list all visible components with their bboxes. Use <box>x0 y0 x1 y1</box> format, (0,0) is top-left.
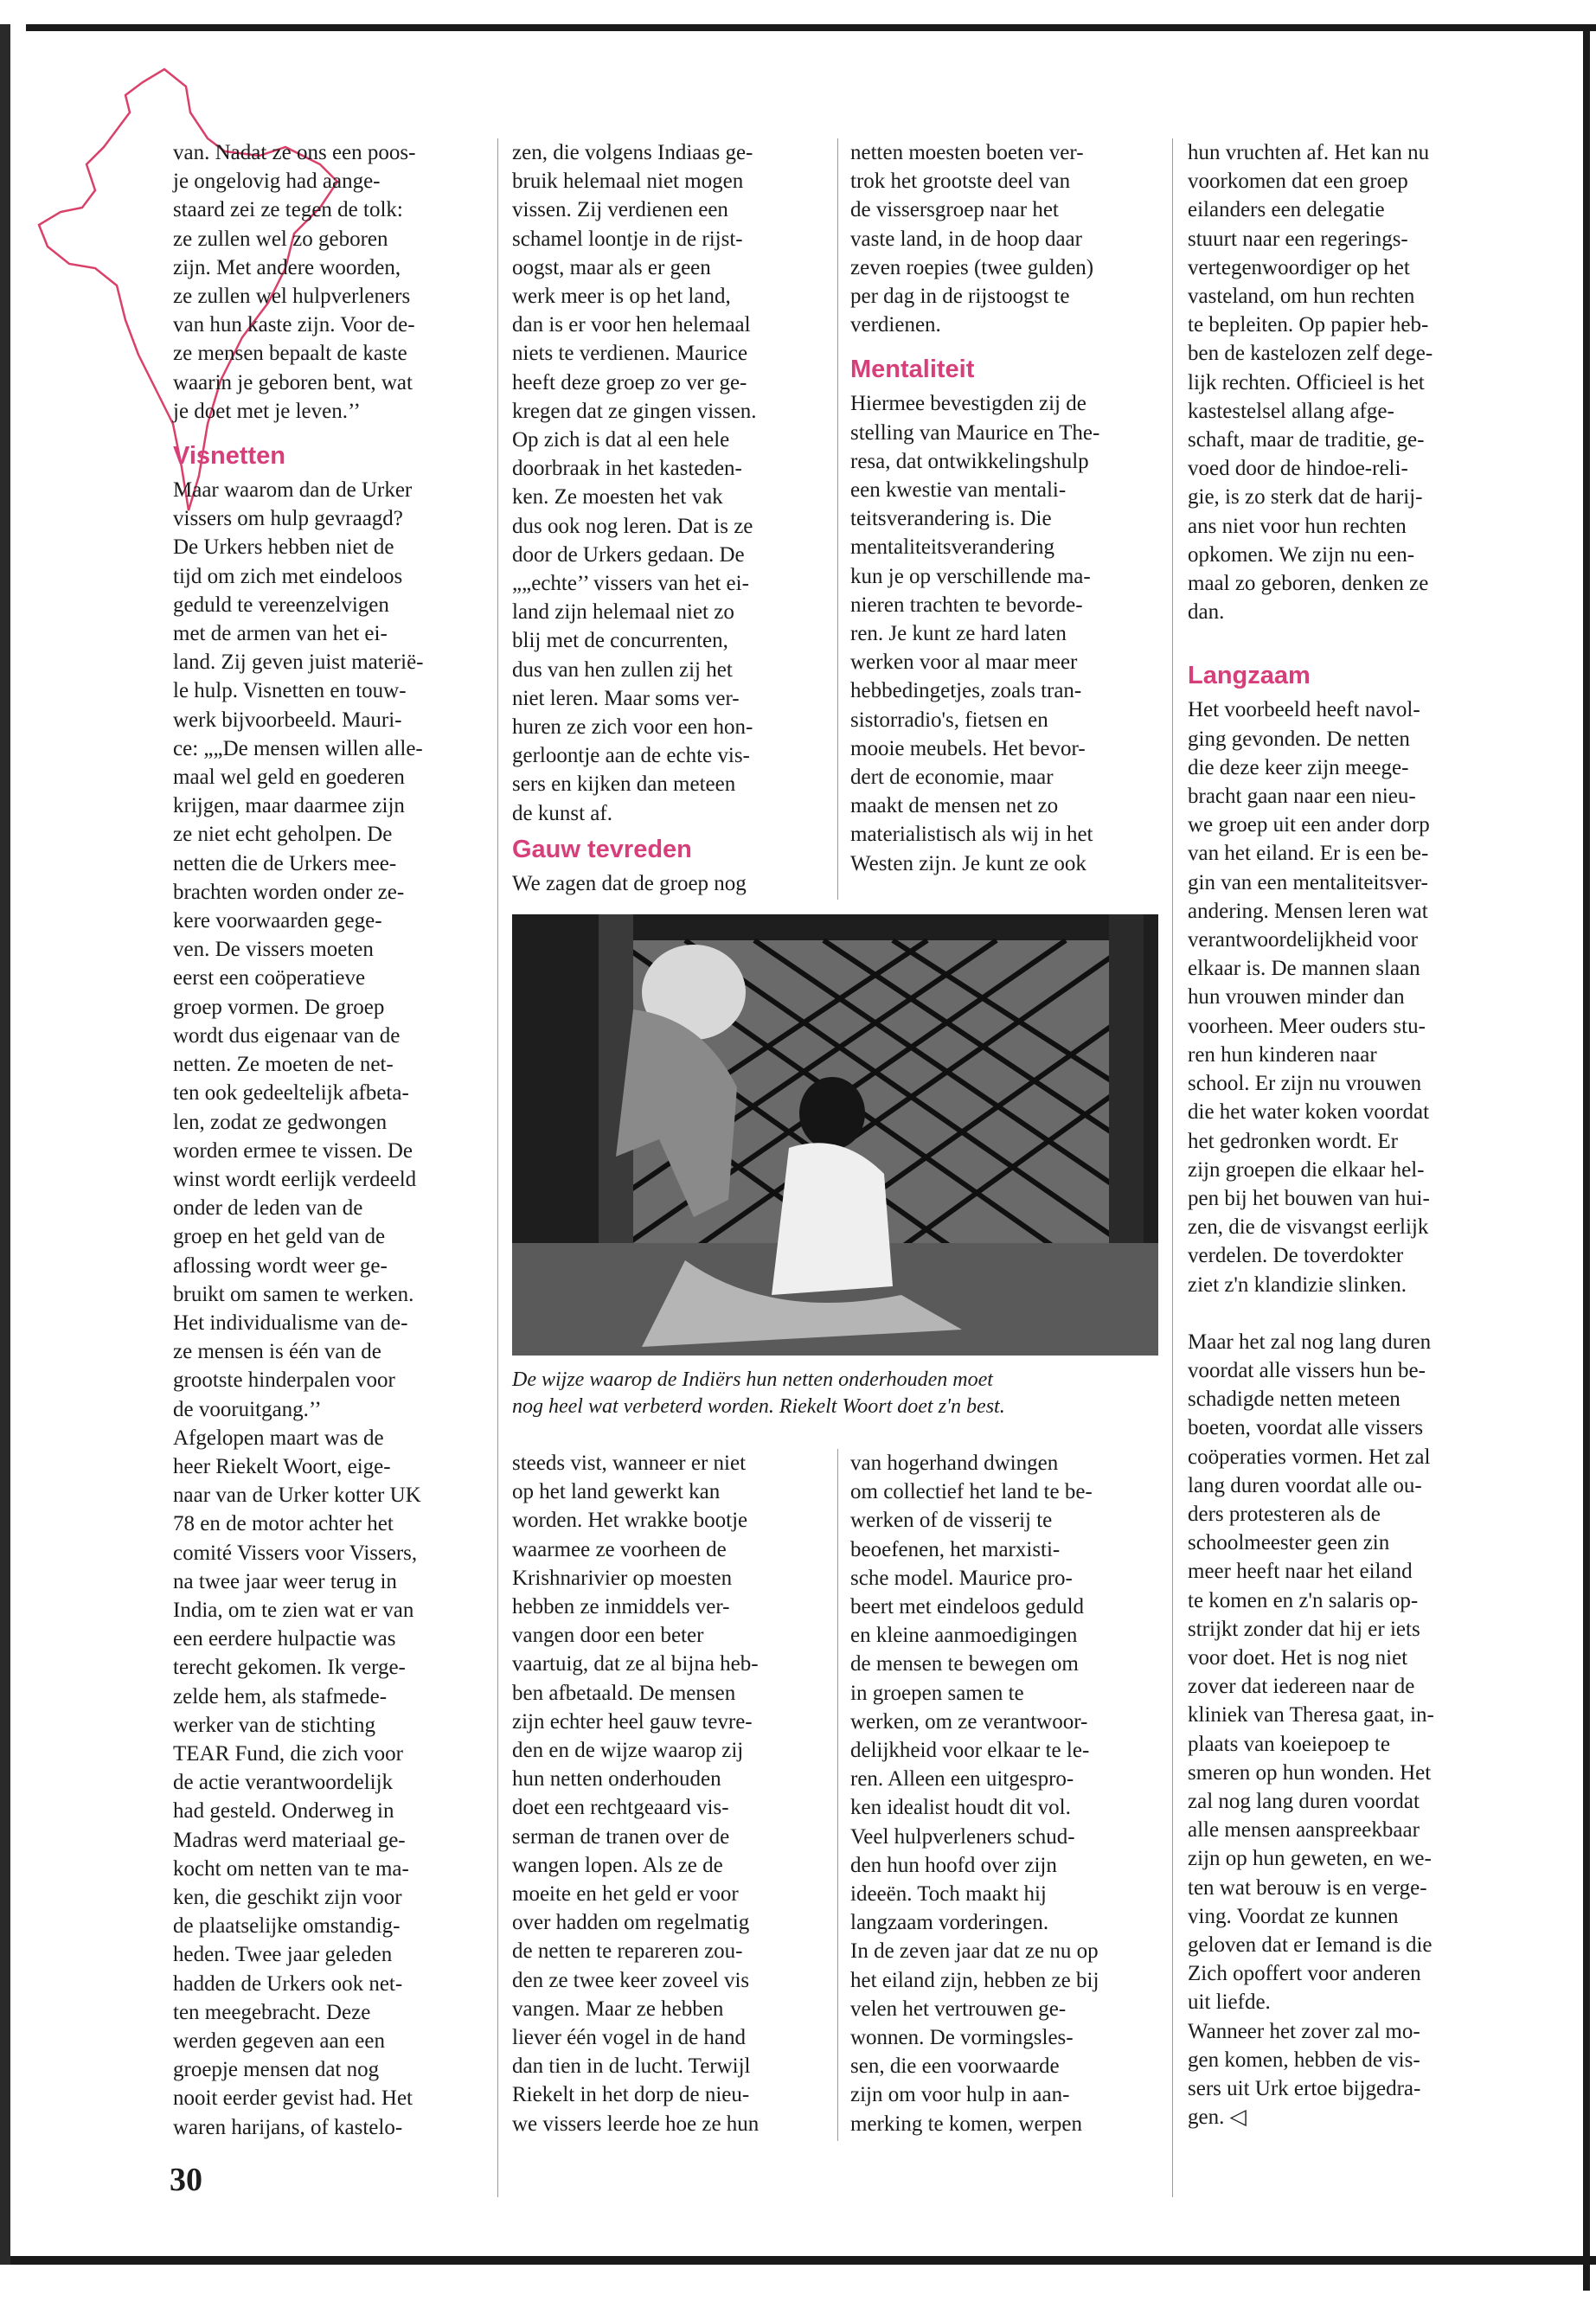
text-line: heer Riekelt Woort, eige- <box>173 1454 391 1478</box>
column-2-bottom <box>512 1449 824 2138</box>
heading-mentaliteit: Mentaliteit <box>850 356 975 384</box>
column-3-top <box>850 138 1158 878</box>
text-line: meer heeft naar het eiland <box>1188 1560 1413 1584</box>
text-line: waarin je geboren bent, wat <box>173 370 413 394</box>
text-line: len, zodat ze gedwongen <box>173 1110 388 1134</box>
text-line: land. Zij geven juist materië- <box>173 651 424 675</box>
text-line: verantwoordelijkheid voor <box>1188 928 1418 952</box>
text-line: teitsverandering is. Die <box>850 507 1052 531</box>
text-line: verdienen. <box>850 313 941 337</box>
text-line: andering. Mensen leren wat <box>1188 899 1428 923</box>
page-border-top <box>26 24 1596 31</box>
text-line: voorheen. Meer ouders stu- <box>1188 1014 1426 1038</box>
text-line: hun vrouwen minder dan <box>1188 985 1405 1009</box>
text-line: elkaar is. De mannen slaan <box>1188 957 1420 981</box>
text-line: onder de leden van de <box>173 1196 363 1221</box>
text-line: geloven dat er Iemand is die <box>1188 1932 1433 1957</box>
text-line: je ongelovig had aange- <box>173 170 381 194</box>
text-line: comité Vissers voor Vissers, <box>173 1541 418 1565</box>
text-line: sche model. Maurice pro- <box>850 1566 1073 1590</box>
text-line: groep en het geld van de <box>173 1225 386 1249</box>
text-line: In de zeven jaar dat ze nu op <box>850 1939 1099 1964</box>
text-line: voor doet. Het is nog niet <box>1188 1645 1408 1670</box>
text-line: de kunst af. <box>512 801 612 825</box>
column-2-top <box>512 138 824 898</box>
text-line: oogst, maar als er geen <box>512 255 711 279</box>
text-line: eerst een coöperatieve <box>173 966 366 990</box>
col4-body-paragraph <box>1188 695 1508 1298</box>
column-divider <box>1172 138 1173 2197</box>
text-line: schamel loontje in de rijst- <box>512 227 743 251</box>
text-line: gerloontje aan de echte vis- <box>512 744 750 768</box>
text-line: met de armen van het ei- <box>173 622 388 646</box>
text-line: hun netten onderhouden <box>512 1767 721 1791</box>
col4-top-paragraph <box>1188 138 1508 626</box>
text-line: waren harijans, of kastelo- <box>173 2115 403 2139</box>
text-line: Madras werd materiaal ge- <box>173 1828 406 1852</box>
text-line: die het water koken voordat <box>1188 1100 1430 1125</box>
col3-bottom-paragraph <box>850 1449 1158 2138</box>
text-line: ten wat berouw is en verge- <box>1188 1875 1427 1900</box>
text-line: stuurt naar een regerings- <box>1188 227 1408 251</box>
text-line: zijn echter heel gauw tevre- <box>512 1709 753 1734</box>
text-line: ans niet voor hun rechten <box>1188 514 1407 538</box>
text-line: Het individualisme van de- <box>173 1311 408 1335</box>
text-line: grootste hinderpalen voor <box>173 1368 395 1393</box>
text-line: beoefenen, het marxisti- <box>850 1537 1061 1561</box>
text-line: dan is er voor hen helemaal <box>512 313 751 337</box>
text-line: den en de wijze waarop zij <box>512 1739 744 1763</box>
text-line: naar van de Urker kotter UK <box>173 1484 421 1508</box>
text-line: ken idealist houdt dit vol. <box>850 1796 1071 1820</box>
heading-gauw-tevreden: Gauw tevreden <box>512 835 692 863</box>
text-line: maal wel geld en goederen <box>173 766 405 790</box>
text-line: worden. Het wrakke bootje <box>512 1509 748 1533</box>
text-line: opkomen. We zijn nu een- <box>1188 542 1415 567</box>
text-line: schadigde netten meteen <box>1188 1388 1401 1412</box>
text-line: land zijn helemaal niet zo <box>512 600 734 625</box>
text-line: had gesteld. Onderweg in <box>173 1799 394 1823</box>
text-line: voed door de hindoe-reli- <box>1188 457 1408 481</box>
text-line: kere voorwaarden gege- <box>173 909 382 933</box>
text-line: kocht om netten van te ma- <box>173 1856 409 1881</box>
page-border-left <box>0 24 10 2265</box>
text-line: dus ook nog leren. Dat is ze <box>512 514 753 538</box>
text-line: wonnen. De vormingsles- <box>850 2026 1074 2050</box>
text-line: niets te verdienen. Maurice <box>512 342 748 366</box>
text-line: heeft deze groep zo ver ge- <box>512 370 747 394</box>
text-line: Maar het zal nog lang duren <box>1188 1330 1432 1354</box>
column-divider <box>837 138 838 900</box>
text-line: door de Urkers gedaan. De <box>512 542 745 567</box>
text-line: lang duren voordat alle ou- <box>1188 1473 1422 1497</box>
text-line: alle mensen aanspreekbaar <box>1188 1818 1420 1843</box>
text-line: pen bij het bouwen van hui- <box>1188 1186 1430 1210</box>
text-line: voorkomen dat een groep <box>1188 170 1408 194</box>
photo-caption <box>512 1367 1158 1420</box>
text-line: geduld te vereenzelvigen <box>173 593 389 617</box>
text-line: Riekelt in het dorp de nieu- <box>512 2083 750 2107</box>
photo-illustration <box>512 914 1158 1356</box>
text-line: nooit eerder gevist had. Het <box>173 2086 413 2111</box>
text-line: werden gegeven aan een <box>173 2029 385 2053</box>
text-line: bracht gaan naar een nieu- <box>1188 785 1416 809</box>
text-line: sistorradio's, fietsen en <box>850 708 1048 732</box>
text-line: de plaatselijke omstandig- <box>173 1914 401 1939</box>
text-line: mooie meubels. Het bevor- <box>850 736 1086 760</box>
text-line: maakt de mensen net zo <box>850 794 1059 818</box>
text-line: schoolmeester geen zin <box>1188 1531 1390 1555</box>
text-line: groepje mensen dat nog <box>173 2058 380 2082</box>
caption-line-2: nog heel wat verbeterd worden. Riekelt Woort doet z'n best. <box>512 1395 1005 1418</box>
text-line: ze zullen wel hulpverleners <box>173 285 411 309</box>
text-line: een kwestie van mentali- <box>850 478 1067 503</box>
text-line: zeven roepies (twee gulden) <box>850 255 1094 279</box>
text-line: werker van de stichting <box>173 1713 375 1737</box>
text-line: vaartuig, dat ze al bijna heb- <box>512 1652 759 1676</box>
text-line: India, om te zien wat er van <box>173 1598 414 1622</box>
text-line: kliniek van Theresa gaat, in- <box>1188 1703 1434 1727</box>
text-line: voordat alle vissers hun be- <box>1188 1358 1426 1382</box>
text-line: coöperaties vormen. Het zal <box>1188 1445 1431 1469</box>
text-line: kregen dat ze gingen vissen. <box>512 399 757 423</box>
text-line: ze mensen is één van de <box>173 1340 381 1364</box>
text-line: ken, die geschikt zijn voor <box>173 1885 402 1909</box>
text-line: steeds vist, wanneer er niet <box>512 1452 747 1475</box>
text-line: zen, die de visvangst eerlijk <box>1188 1215 1429 1240</box>
text-line: per dag in de rijstoogst te <box>850 285 1070 309</box>
text-line: het eiland zijn, hebben ze bij <box>850 1968 1099 1992</box>
text-line: materialistisch als wij in het <box>850 823 1093 847</box>
text-line: vissen. Zij verdienen een <box>512 198 728 222</box>
text-line: vaste land, in de hoop daar <box>850 227 1082 251</box>
heading-visnetten: Visnetten <box>173 442 286 471</box>
text-line: hebbedingetjes, zoals tran- <box>850 679 1082 703</box>
text-line: ren. Alleen een uitgespro- <box>850 1767 1074 1791</box>
text-line: trok het grootste deel van <box>850 170 1071 194</box>
text-line: worden ermee te vissen. De <box>173 1138 413 1163</box>
col2-top-paragraph <box>512 138 824 828</box>
text-line: stelling van Maurice en The- <box>850 420 1100 445</box>
text-line: merking te komen, werpen <box>850 2112 1082 2136</box>
text-line: sers en kijken dan meteen <box>512 772 736 797</box>
text-line: ders protesteren als de <box>1188 1502 1381 1526</box>
text-line: zal nog lang duren voordat <box>1188 1789 1420 1813</box>
text-line: zijn op hun geweten, en we- <box>1188 1847 1432 1871</box>
text-line: zen, die volgens Indiaas ge- <box>512 141 753 164</box>
text-line: waarmee ze voorheen de <box>512 1537 727 1561</box>
text-line: hadden de Urkers ook net- <box>173 1971 403 1996</box>
text-line: we groep uit een ander dorp <box>1188 813 1430 837</box>
col1-top-paragraph <box>173 138 484 426</box>
column-divider <box>497 138 498 2197</box>
text-line: hun vruchten af. Het kan nu <box>1188 141 1430 164</box>
text-line: de vooruitgang.’’ <box>173 1397 322 1421</box>
text-line: doet een rechtgeaard vis- <box>512 1796 729 1820</box>
text-line: van het eiland. Er is een be- <box>1188 842 1429 866</box>
text-line: netten. Ze moeten de net- <box>173 1053 394 1077</box>
text-line: je doet met je leven.’’ <box>173 399 361 423</box>
text-line: We zagen dat de groep nog <box>512 871 747 895</box>
text-line: le hulp. Visnetten en touw- <box>173 679 407 703</box>
text-line: ce: „„De mensen willen alle- <box>173 736 423 760</box>
text-line: ten meegebracht. Deze <box>173 2000 371 2024</box>
text-line: werken of de visserij te <box>850 1509 1053 1533</box>
col1-body-paragraph <box>173 476 484 2142</box>
text-line: de actie verantwoordelijk <box>173 1771 394 1795</box>
column-4 <box>1188 138 1508 2131</box>
text-line: te komen en z'n salaris op- <box>1188 1588 1419 1612</box>
text-line: een eerdere hulpactie was <box>173 1627 396 1651</box>
text-line: vangen door een beter <box>512 1624 704 1648</box>
text-line: de netten te repareren zou- <box>512 1939 743 1964</box>
text-line: Op zich is dat al een hele <box>512 428 730 452</box>
text-line: blij met de concurrenten, <box>512 629 728 653</box>
text-line: ze niet echt geholpen. De <box>173 823 393 847</box>
text-line: krijgen, maar daarmee zijn <box>173 794 405 818</box>
text-line: we vissers leerde hoe ze hun <box>512 2112 760 2136</box>
text-line: na twee jaar weer terug in <box>173 1569 397 1593</box>
text-line: die deze keer zijn meege- <box>1188 755 1409 779</box>
text-line: „„echte’’ vissers van het ei- <box>512 572 749 596</box>
text-line: zelde hem, als stafmede- <box>173 1684 388 1708</box>
text-line: ziet z'n klandizie slinken. <box>1188 1272 1407 1297</box>
text-line: Veel hulpverleners schud- <box>850 1824 1075 1849</box>
text-line: bruik helemaal niet mogen <box>512 170 744 194</box>
text-line: dus van hen zullen zij het <box>512 657 733 682</box>
text-line: Hiermee bevestigden zij de <box>850 392 1086 416</box>
text-line: den ze twee keer zoveel vis <box>512 1968 750 1992</box>
text-line: doorbraak in het kastеden- <box>512 457 742 481</box>
text-line: ren hun kinderen naar <box>1188 1042 1377 1067</box>
text-line: terecht gekomen. Ik verge- <box>173 1656 406 1680</box>
text-line: uit liefde. <box>1188 1990 1271 2015</box>
text-line: Krishnarivier op moesten <box>512 1566 733 1590</box>
text-line: Afgelopen maart was de <box>173 1426 384 1450</box>
text-line: kun je op verschillende ma- <box>850 564 1091 588</box>
text-line: heden. Twee jaar geleden <box>173 1943 393 1967</box>
text-line: den hun hoofd over zijn <box>850 1853 1057 1877</box>
text-line: gie, is zo sterk dat de harij- <box>1188 485 1423 510</box>
text-line: van hun kaste zijn. Voor de- <box>173 313 415 337</box>
col2-after-heading <box>512 869 824 898</box>
text-line: gen komen, hebben de vis- <box>1188 2048 1420 2072</box>
text-line: en kleine aanmoedigingen <box>850 1624 1078 1648</box>
page-border-bottom <box>0 2256 1596 2265</box>
text-line: werken, om ze verantwoor- <box>850 1709 1088 1734</box>
text-line: vissers om hulp gevraagd? <box>173 507 403 531</box>
text-line: school. Er zijn nu vrouwen <box>1188 1072 1422 1096</box>
text-line: Maar waarom dan de Urker <box>173 478 413 503</box>
text-line: aflossing wordt weer ge- <box>173 1253 388 1278</box>
text-line: bruikt om samen te werken. <box>173 1282 414 1306</box>
text-line: werk meer is op het land, <box>512 285 731 309</box>
page-border-right <box>1583 24 1590 2291</box>
text-line: ken. Ze moesten het vak <box>512 485 723 510</box>
text-line: kastestelsel allang afge- <box>1188 399 1394 423</box>
text-line: netten moesten boeten ver- <box>850 141 1084 164</box>
text-line: van hogerhand dwingen <box>850 1452 1059 1475</box>
text-line: ideeën. Toch maakt hij <box>850 1882 1047 1907</box>
text-line: wordt dus eigenaar van de <box>173 1023 401 1048</box>
text-line: nieren trachten te bevorde- <box>850 593 1083 617</box>
text-line: sen, die een voorwaarde <box>850 2054 1060 2079</box>
text-line: 78 en de motor achter het <box>173 1512 394 1536</box>
text-line: dan tien in de lucht. Terwijl <box>512 2054 751 2079</box>
text-line: ren. Je kunt ze hard laten <box>850 622 1067 646</box>
text-line: ving. Voordat ze kunnen <box>1188 1904 1399 1928</box>
text-line: het gedronken wordt. Er <box>1188 1129 1398 1153</box>
text-line: mentaliteitsverandering <box>850 535 1055 560</box>
text-line: tijd om zich met eindeloos <box>173 564 403 588</box>
text-line: werk bijvoorbeeld. Mauri- <box>173 708 402 732</box>
text-line: delijkheid voor elkaar te le- <box>850 1739 1090 1763</box>
text-line: hebben ze inmiddels ver- <box>512 1595 730 1619</box>
text-line: lijk rechten. Officieel is het <box>1188 370 1425 394</box>
text-line: serman de tranen over de <box>512 1824 730 1849</box>
text-line: zijn groepen die elkaar hel- <box>1188 1157 1425 1182</box>
text-line: Westen zijn. Je kunt ze ook <box>850 851 1086 875</box>
text-line: TEAR Fund, die zich voor <box>173 1741 403 1766</box>
text-line: gen. ◁ <box>1188 2106 1247 2130</box>
text-line: vertegenwoordiger op het <box>1188 255 1410 279</box>
text-line: Het voorbeeld heeft navol- <box>1188 698 1420 722</box>
page-number: 30 <box>170 2162 202 2198</box>
text-line: zover dat iedereen naar de <box>1188 1675 1415 1699</box>
text-line: gin van een mentaliteitsver- <box>1188 870 1428 894</box>
text-line: ben de kastelozen zelf dege- <box>1188 342 1433 366</box>
text-line: plaats van koeiepoep te <box>1188 1732 1390 1756</box>
heading-langzaam: Langzaam <box>1188 662 1311 690</box>
text-line: liever één vogel in de hand <box>512 2026 747 2050</box>
col3-top-paragraph <box>850 138 1158 339</box>
text-line: brachten worden onder ze- <box>173 880 405 904</box>
photo-net-repair <box>512 914 1158 1356</box>
text-line: vasteland, om hun rechten <box>1188 285 1415 309</box>
col4-second-paragraph <box>1188 1328 1508 2132</box>
text-line: schaft, maar de traditie, ge- <box>1188 428 1425 452</box>
text-line: ze zullen wel zo geboren <box>173 227 388 251</box>
text-line: groep vormen. De groep <box>173 995 385 1019</box>
text-line: werken voor al maar meer <box>850 651 1078 675</box>
text-line: te bepleiten. Op papier heb- <box>1188 313 1429 337</box>
text-line: zijn om voor hulp in aan- <box>850 2083 1070 2107</box>
text-line: winst wordt eerlijk verdeeld <box>173 1167 417 1191</box>
text-line: de vissersgroep naar het <box>850 198 1059 222</box>
text-line: velen het vertrouwen ge- <box>850 1997 1067 2021</box>
column-1 <box>173 138 484 2142</box>
text-line: huren ze zich voor een hon- <box>512 715 753 740</box>
text-line: eilanders een delegatie <box>1188 198 1385 222</box>
text-line: om collectief het land te be- <box>850 1480 1093 1504</box>
text-line: Wanneer het zover zal mo- <box>1188 2019 1420 2043</box>
text-line: ging gevonden. De netten <box>1188 727 1410 751</box>
text-line: niet leren. Maar soms ver- <box>512 686 740 710</box>
text-line: wangen lopen. Als ze de <box>512 1853 723 1877</box>
col3-body-paragraph <box>850 389 1158 877</box>
text-line: de mensen te bewegen om <box>850 1652 1079 1676</box>
text-line: netten die de Urkers mee- <box>173 851 397 875</box>
text-line: zijn. Met andere woorden, <box>173 255 401 279</box>
text-line: langzaam vorderingen. <box>850 1911 1049 1935</box>
text-line: beert met eindeloos geduld <box>850 1595 1085 1619</box>
text-line: ten ook gedeeltelijk afbeta- <box>173 1081 409 1106</box>
caption-line-1: De wijze waarop de Indiërs hun netten onderhouden moet <box>512 1368 993 1391</box>
text-line: resa, dat ontwikkelingshulp <box>850 449 1089 473</box>
text-line: maal zo geboren, denken ze <box>1188 572 1429 596</box>
text-line: ben afbetaald. De mensen <box>512 1681 736 1705</box>
col2-bottom-paragraph <box>512 1449 824 2138</box>
text-line: smeren op hun wonden. Het <box>1188 1760 1432 1785</box>
text-line: ven. De vissers moeten <box>173 938 374 962</box>
text-line: dert de economie, maar <box>850 766 1054 790</box>
text-line: op het land gewerkt kan <box>512 1480 721 1504</box>
text-line: vangen. Maar ze hebben <box>512 1997 724 2021</box>
text-line: verdelen. De toverdokter <box>1188 1244 1404 1268</box>
text-line: over hadden om regelmatig <box>512 1911 750 1935</box>
text-line: van. Nadat ze ons een poos- <box>173 141 416 164</box>
text-line: staard zei ze tegen de tolk: <box>173 198 403 222</box>
column-divider <box>837 1449 838 2141</box>
text-line: sers uit Urk ertoe bijgedra- <box>1188 2077 1421 2100</box>
text-line: strijkt zonder dat hij er iets <box>1188 1617 1420 1641</box>
column-3-bottom <box>850 1449 1158 2138</box>
text-line: in groepen samen te <box>850 1681 1024 1705</box>
text-line: dan. <box>1188 600 1225 625</box>
text-line: Zich opoffert voor anderen <box>1188 1962 1421 1986</box>
text-line: ze mensen bepaalt de kaste <box>173 342 407 366</box>
text-line: De Urkers hebben niet de <box>173 535 394 560</box>
text-line: moeite en het geld er voor <box>512 1882 739 1907</box>
text-line: boeten, voordat alle vissers <box>1188 1416 1424 1440</box>
